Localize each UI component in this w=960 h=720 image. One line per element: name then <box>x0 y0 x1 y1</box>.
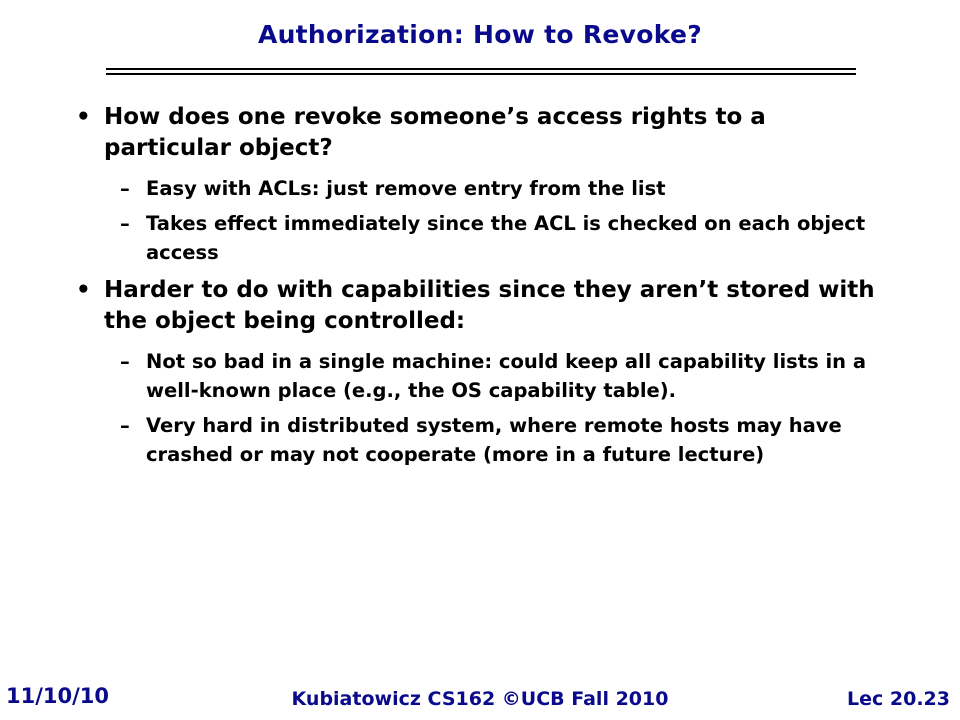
title-rule-bottom <box>106 73 856 75</box>
bullet-marker: • <box>76 277 91 303</box>
slide-title: Authorization: How to Revoke? <box>257 20 703 49</box>
bullet-item <box>76 275 896 337</box>
sub-bullet-text: Very hard in distributed system, where remote hosts may have crashed or may not cooperate (more in a future lecture) <box>146 414 842 466</box>
sub-bullet-item <box>76 209 896 267</box>
dash-marker: – <box>120 414 130 437</box>
bullet-text: How does one revoke someone’s access rights to a particular object? <box>104 104 766 161</box>
dash-marker: – <box>120 350 130 373</box>
sub-bullet-text: Easy with ACLs: just remove entry from the list <box>146 177 666 200</box>
slide-body <box>76 102 896 475</box>
sub-bullet-item <box>76 174 896 203</box>
dash-marker: – <box>120 177 130 200</box>
bullet-marker: • <box>76 104 91 130</box>
footer-course: Kubiatowicz CS162 ©UCB Fall 2010 <box>291 688 669 710</box>
sub-bullet-item <box>76 411 896 469</box>
bullet-text: Harder to do with capabilities since they aren’t stored with the object being controlled: <box>104 277 875 334</box>
dash-marker: – <box>120 212 130 235</box>
footer-lecture-number: Lec 20.23 <box>847 688 950 710</box>
sub-bullet-item <box>76 347 896 405</box>
sub-bullet-text: Not so bad in a single machine: could keep all capability lists in a well-known place (e.g., the OS capability table). <box>146 350 867 402</box>
sub-bullet-text: Takes effect immediately since the ACL is checked on each object access <box>146 212 866 264</box>
bullet-item <box>76 102 896 164</box>
title-rule-top <box>106 68 856 70</box>
footer-date: 11/10/10 <box>6 684 110 708</box>
